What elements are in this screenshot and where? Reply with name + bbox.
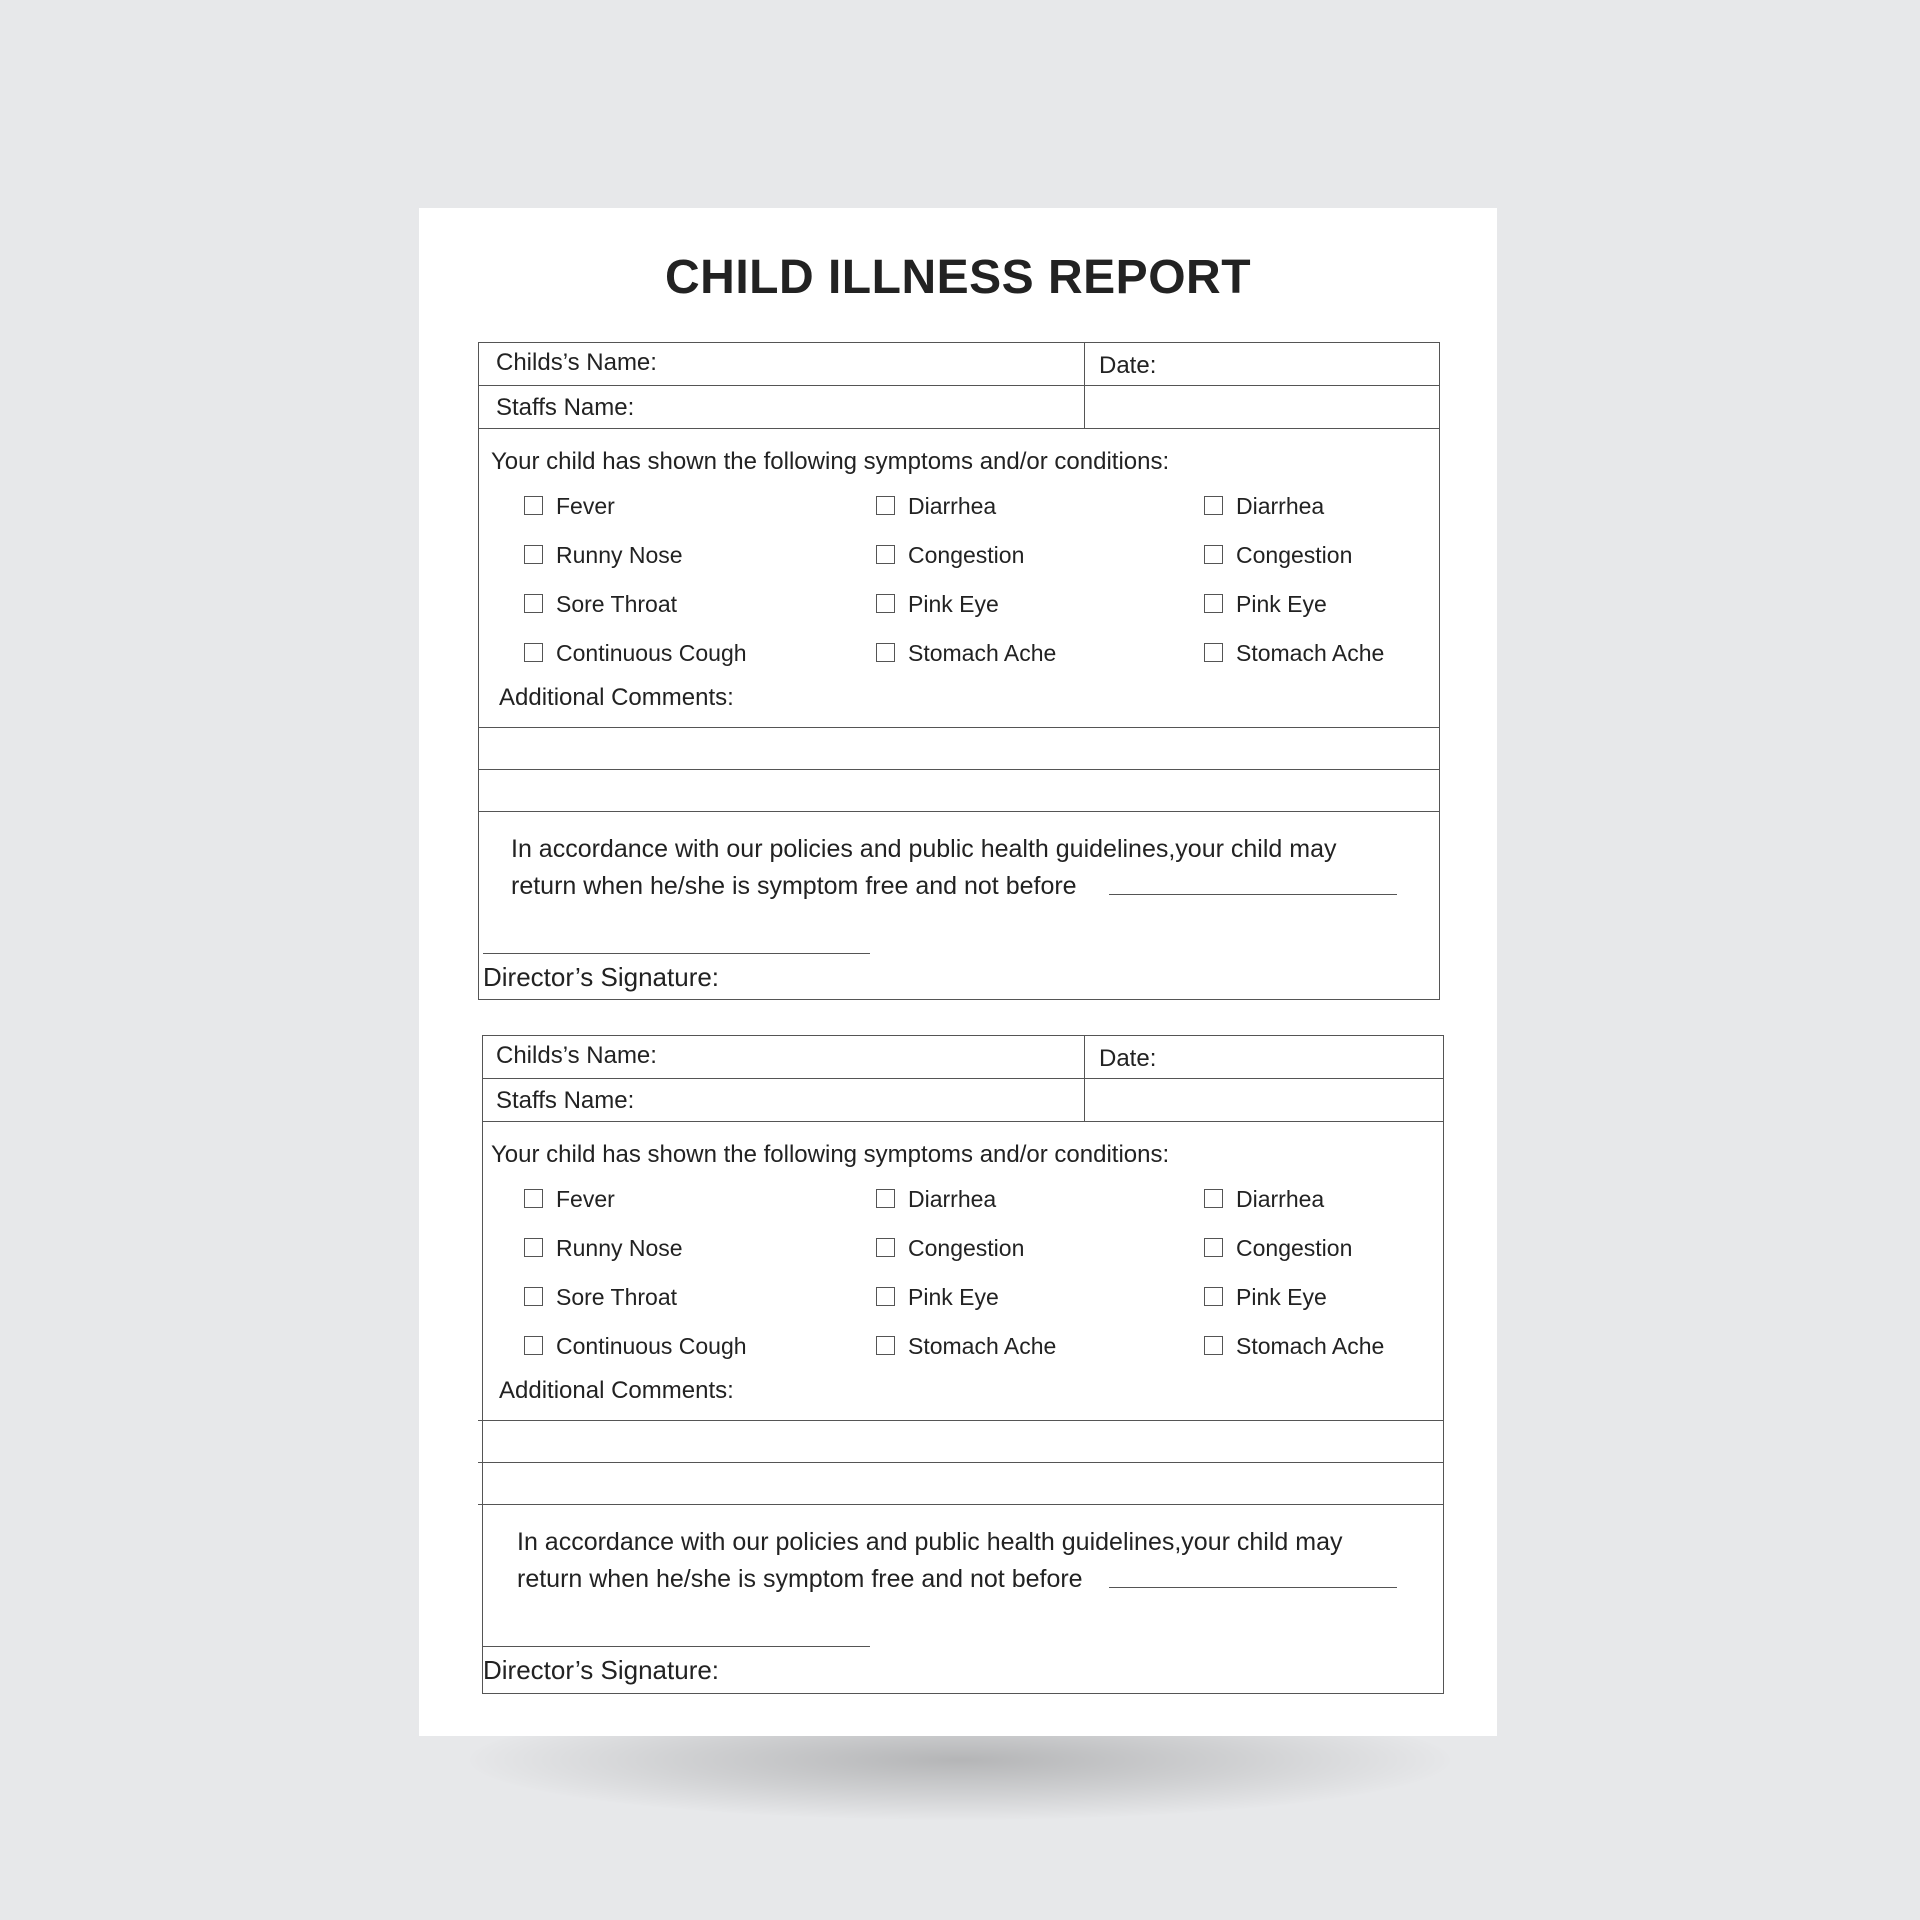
additional-comments-label: Additional Comments: [499, 1377, 734, 1404]
symptom-option[interactable]: Congestion [876, 1235, 1024, 1262]
symptom-option[interactable]: Fever [524, 493, 615, 520]
checkbox[interactable] [1204, 545, 1223, 564]
childs-name-label: Childs’s Name: [496, 1042, 657, 1069]
symptom-option[interactable]: Diarrhea [876, 493, 996, 520]
report-form-1 [478, 342, 1440, 1000]
staffs-name-label: Staffs Name: [496, 394, 635, 421]
symptom-option[interactable]: Pink Eye [876, 1284, 999, 1311]
symptom-option[interactable]: Sore Throat [524, 591, 677, 618]
report-form-2 [482, 1035, 1444, 1694]
symptom-option[interactable]: Stomach Ache [876, 1333, 1056, 1360]
return-date-line[interactable] [1109, 1587, 1397, 1588]
symptom-option[interactable]: Diarrhea [1204, 1186, 1324, 1213]
checkbox[interactable] [876, 496, 895, 515]
symptom-option[interactable]: Stomach Ache [1204, 1333, 1384, 1360]
symptom-option[interactable]: Congestion [876, 542, 1024, 569]
comment-line [479, 811, 1439, 812]
checkbox[interactable] [876, 643, 895, 662]
childs-name-label: Childs’s Name: [496, 349, 657, 376]
childs-name-field[interactable] [654, 1036, 1082, 1078]
comment-field[interactable] [483, 1421, 1443, 1462]
childs-name-field[interactable] [654, 343, 1082, 385]
checkbox[interactable] [876, 1238, 895, 1257]
date-field[interactable] [1085, 343, 1440, 385]
checkbox[interactable] [1204, 643, 1223, 662]
checkbox[interactable] [1204, 1287, 1223, 1306]
comment-field[interactable] [479, 728, 1439, 769]
directors-signature-label: Director’s Signature: [483, 1655, 720, 1685]
checkbox[interactable] [876, 1336, 895, 1355]
symptom-option[interactable]: Continuous Cough [524, 640, 747, 667]
date-field[interactable] [1085, 1036, 1440, 1078]
symptom-option[interactable]: Congestion [1204, 1235, 1352, 1262]
document-page [419, 208, 1497, 1736]
additional-comments-label: Additional Comments: [499, 684, 734, 711]
comment-field[interactable] [479, 770, 1439, 811]
symptom-option[interactable]: Sore Throat [524, 1284, 677, 1311]
checkbox[interactable] [876, 545, 895, 564]
checkbox[interactable] [524, 1238, 543, 1257]
symptom-option[interactable]: Runny Nose [524, 542, 683, 569]
directors-signature-label: Director’s Signature: [483, 962, 720, 992]
date-label: Date: [1099, 352, 1157, 379]
symptom-option[interactable]: Pink Eye [876, 591, 999, 618]
symptoms-intro: Your child has shown the following symptoms and/or conditions: [491, 1141, 1170, 1168]
return-date-line[interactable] [1109, 894, 1397, 895]
symptom-option[interactable]: Pink Eye [1204, 1284, 1327, 1311]
checkbox[interactable] [876, 1189, 895, 1208]
checkbox[interactable] [1204, 1189, 1223, 1208]
policy-text: In accordance with our policies and public health guidelines,your child may return when he/she is symptom free and not before [511, 835, 1337, 900]
checkbox[interactable] [524, 1336, 543, 1355]
signature-line[interactable] [483, 953, 870, 954]
checkbox[interactable] [1204, 1336, 1223, 1355]
symptom-option[interactable]: Stomach Ache [876, 640, 1056, 667]
symptom-option[interactable]: Fever [524, 1186, 615, 1213]
symptom-option[interactable]: Runny Nose [524, 1235, 683, 1262]
checkbox[interactable] [876, 594, 895, 613]
date-label: Date: [1099, 1045, 1157, 1072]
checkbox[interactable] [1204, 496, 1223, 515]
checkbox[interactable] [524, 594, 543, 613]
checkbox[interactable] [524, 643, 543, 662]
symptom-option[interactable]: Continuous Cough [524, 1333, 747, 1360]
symptom-option[interactable]: Stomach Ache [1204, 640, 1384, 667]
checkbox[interactable] [524, 1287, 543, 1306]
staffs-name-label: Staffs Name: [496, 1087, 635, 1114]
staffs-name-field[interactable] [644, 1079, 1082, 1121]
staffs-name-field[interactable] [644, 386, 1082, 428]
symptom-option[interactable]: Diarrhea [1204, 493, 1324, 520]
checkbox[interactable] [524, 496, 543, 515]
checkbox[interactable] [524, 545, 543, 564]
comment-field[interactable] [483, 1463, 1443, 1504]
symptom-option[interactable]: Congestion [1204, 542, 1352, 569]
checkbox[interactable] [1204, 594, 1223, 613]
symptom-option[interactable]: Pink Eye [1204, 591, 1327, 618]
row-divider [479, 428, 1439, 429]
symptom-option[interactable]: Diarrhea [876, 1186, 996, 1213]
comment-line [478, 1504, 1443, 1505]
checkbox[interactable] [1204, 1238, 1223, 1257]
checkbox[interactable] [876, 1287, 895, 1306]
signature-line[interactable] [483, 1646, 870, 1647]
checkbox[interactable] [524, 1189, 543, 1208]
row-divider [483, 1121, 1443, 1122]
policy-text: In accordance with our policies and public health guidelines,your child may return when he/she is symptom free and not before [517, 1528, 1343, 1593]
symptoms-intro: Your child has shown the following symptoms and/or conditions: [491, 448, 1170, 475]
document-title: CHILD ILLNESS REPORT [664, 251, 1252, 304]
